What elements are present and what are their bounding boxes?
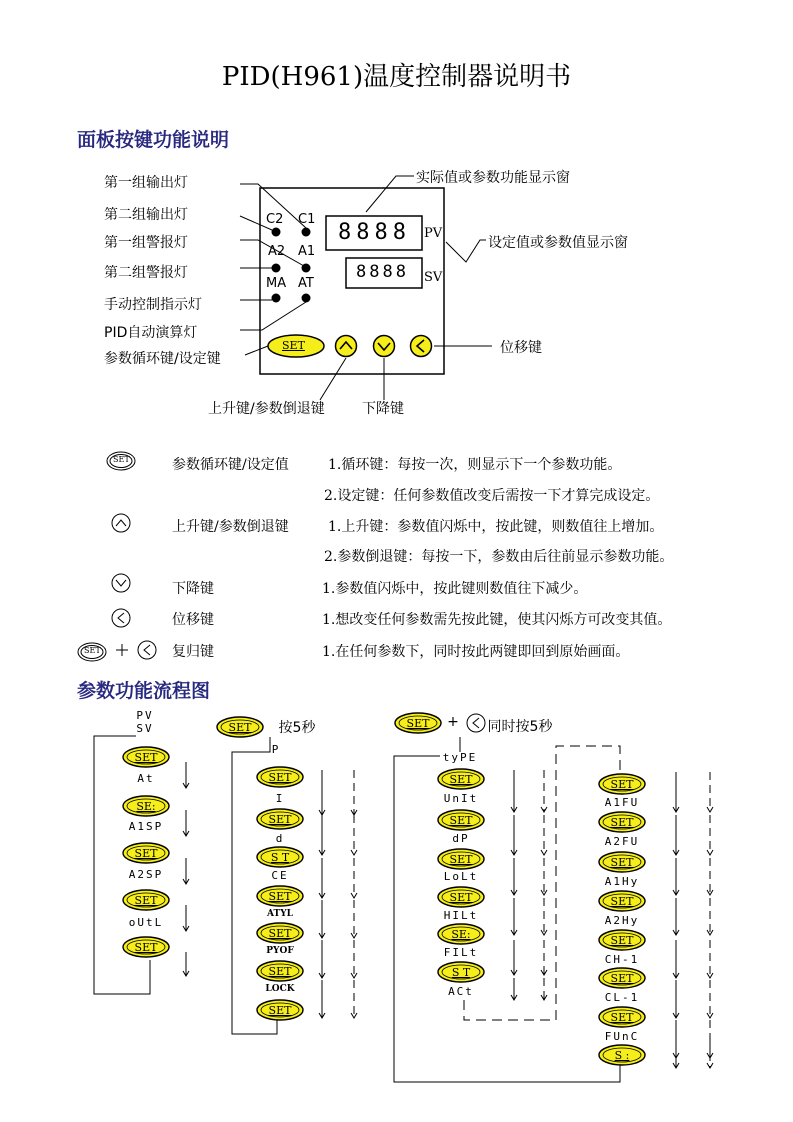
col4-key-3 — [599, 891, 645, 911]
col4-key-6-text: SET — [610, 1011, 634, 1024]
col4-key-7 — [599, 1045, 645, 1065]
col4-label-6: FUnC — [604, 1030, 640, 1043]
label-sv-window: 设定值或参数值显示窗 — [488, 235, 628, 251]
label-manual: 手动控制指示灯 — [104, 297, 202, 313]
col2-key-6 — [257, 1000, 303, 1020]
label-down-key: 下降键 — [362, 401, 404, 417]
col1-key-2-text: SET — [134, 847, 158, 860]
col1-label-1: A1SP — [128, 820, 164, 833]
col4-key-4-text: SET — [610, 934, 634, 947]
legend-desc-left: 1.想改变任何参数需先按此键，使其闪烁方可改变其值。 — [322, 612, 672, 628]
col3-key-4 — [438, 924, 484, 944]
col3-plus: + — [447, 714, 459, 730]
col2-key-5 — [257, 961, 303, 981]
col4-key-1 — [599, 812, 645, 832]
legend-name-set: 参数循环键/设定值 — [172, 457, 289, 473]
col4-key-7-text: S : — [614, 1049, 630, 1062]
col1-label-3: oUtL — [128, 916, 164, 929]
col3-label-1: dP — [452, 832, 470, 845]
col3-header-text: 同时按5秒 — [487, 719, 553, 735]
col1-key-0 — [123, 747, 169, 767]
col2-key-1 — [257, 809, 303, 829]
legend-desc-set-2: 2.设定键：任何参数值改变后需按一下才算完成设定。 — [324, 488, 660, 504]
col1-key-4-text: SET — [134, 941, 158, 954]
col1-key-2 — [123, 843, 169, 863]
col4-key-2-text: SET — [610, 856, 634, 869]
col2-key-1-text: SET — [268, 813, 292, 826]
col4-key-0 — [599, 774, 645, 794]
col1-key-1-text: SE: — [136, 800, 156, 813]
col4-label-3: A2Hy — [604, 914, 640, 927]
col2-label-5: LOCK — [265, 984, 295, 994]
col3-key-2 — [438, 849, 484, 869]
label-pv-window: 实际值或参数功能显示窗 — [416, 170, 570, 186]
led-label-ma: MA — [266, 276, 287, 291]
col1-pv: PV — [136, 709, 154, 722]
col2-header-text: 按5秒 — [278, 720, 316, 736]
col4-key-2 — [599, 852, 645, 872]
col4-key-0-text: SET — [610, 778, 634, 791]
panel-set-key-label[interactable]: SET — [282, 339, 305, 352]
col2-key-0-text: SET — [268, 771, 292, 784]
label-shift-key: 位移键 — [500, 340, 542, 356]
col4-key-4 — [599, 930, 645, 950]
col3-label-0: UnIt — [443, 792, 479, 805]
col1-key-3-text: SET — [134, 894, 158, 907]
col1-key-1 — [123, 796, 169, 816]
col4-key-5 — [599, 968, 645, 988]
col4-label-1: A2FU — [604, 835, 640, 848]
label-alarm1: 第一组警报灯 — [104, 235, 188, 251]
col3-arrowB-1-head — [541, 850, 547, 855]
section-panel-heading: 面板按键功能说明 — [77, 129, 230, 151]
col3-key-0 — [438, 769, 484, 789]
led-label-at: AT — [298, 276, 314, 291]
col4-arrowB-7-head — [707, 1063, 713, 1068]
col4-arrowB-1-head — [707, 850, 713, 855]
col3-key-1-text: SET — [449, 814, 473, 827]
col3-label-3: HILt — [443, 909, 479, 922]
col3-key-5 — [438, 962, 484, 982]
label-alarm2: 第二组警报灯 — [104, 265, 188, 281]
col2-label-2: CE — [271, 869, 289, 882]
legend-name-up: 上升键/参数倒退键 — [172, 519, 289, 535]
pv-digits: 8888 — [338, 220, 411, 245]
legend-set-text: SET — [113, 455, 130, 464]
label-out1: 第一组输出灯 — [104, 175, 188, 191]
label-set-key: 参数循环键/设定键 — [104, 351, 221, 367]
led-label-c2: C2 — [266, 212, 284, 227]
col1-key-4 — [123, 937, 169, 957]
col2-key-5-text: SET — [268, 965, 292, 978]
col1-key-0-text: SET — [134, 751, 158, 764]
col1-key-3 — [123, 890, 169, 910]
led-label-a1: A1 — [298, 244, 316, 259]
legend-combo-set-text: SET — [84, 646, 101, 655]
col4-key-6 — [599, 1007, 645, 1027]
col3-key-1 — [438, 810, 484, 830]
col3-key-2-text: SET — [449, 853, 473, 866]
col4-key-3-text: SET — [610, 895, 634, 908]
col2-label-0: I — [275, 792, 285, 805]
col3-left-key-icon — [467, 714, 485, 732]
col4-label-4: CH-1 — [604, 953, 640, 966]
col3-label-4: FILt — [443, 946, 479, 959]
col3-key-4-text: SE: — [451, 928, 471, 941]
legend-name-combo: 复归键 — [172, 644, 214, 660]
col4-key-1-text: SET — [610, 816, 634, 829]
section-flow-heading: 参数功能流程图 — [77, 680, 211, 702]
legend-desc-down: 1.参数值闪烁中，按此键则数值往下减少。 — [322, 581, 588, 597]
col2-arrowB-2-head — [351, 893, 357, 898]
label-pid-auto: PID自动演算灯 — [104, 325, 198, 341]
col3-label-2: LoLt — [443, 870, 479, 883]
sv-digits: 8888 — [356, 262, 409, 282]
col2-arrowB-1-head — [351, 850, 357, 855]
col1-label-2: A2SP — [128, 868, 164, 881]
label-up-key: 上升键/参数倒退键 — [208, 401, 325, 417]
col3-label-5: ACt — [448, 985, 474, 998]
col3-header-key — [395, 713, 441, 733]
col2-key-2-text: S T — [270, 851, 290, 864]
col2-label-1: d — [275, 832, 285, 845]
sv-label: SV — [424, 270, 443, 285]
col4-label-0: A1FU — [604, 796, 640, 809]
col2-header-key-text: SET — [228, 721, 252, 734]
legend-name-left: 位移键 — [172, 612, 214, 628]
col2-key-0 — [257, 767, 303, 787]
col2-key-6-text: SET — [268, 1004, 292, 1017]
col3-key-0-text: SET — [449, 773, 473, 786]
col2-label-4: PYOF — [266, 946, 294, 956]
col3-key-3 — [438, 887, 484, 907]
led-label-c1: C1 — [298, 212, 316, 227]
col2-header-key — [217, 717, 263, 737]
page-title: PID(H961)温度控制器说明书 — [221, 62, 572, 92]
pv-label: PV — [424, 226, 443, 241]
col1-label-0: At — [137, 772, 155, 785]
col4-label-2: A1Hy — [604, 875, 640, 888]
col2-label-3: ATYL — [267, 909, 293, 919]
col2-key-4 — [257, 923, 303, 943]
col2-key-2 — [257, 847, 303, 867]
led-label-a2: A2 — [268, 244, 286, 259]
col3-header-key-text: SET — [406, 717, 430, 730]
col2-start: P — [271, 743, 281, 756]
col2-key-4-text: SET — [268, 927, 292, 940]
col3-start: tyPE — [442, 751, 478, 764]
legend-desc-set-1: 1.循环键：每按一次，则显示下一个参数功能。 — [328, 457, 622, 473]
legend-desc-combo: 1.在任何参数下，同时按此两键即回到原始画面。 — [322, 644, 630, 660]
label-out2: 第二组输出灯 — [104, 207, 188, 223]
col1-sv: SV — [136, 722, 154, 735]
col3-key-3-text: SET — [449, 891, 473, 904]
col4-key-5-text: SET — [610, 972, 634, 985]
legend-desc-up-1: 1.上升键：参数值闪烁中，按此键，则数值往上增加。 — [328, 519, 664, 535]
col4-label-5: CL-1 — [604, 991, 640, 1004]
col2-key-3-text: SET — [268, 890, 292, 903]
legend-desc-up-2: 2.参数倒退键：每按一下，参数由后往前显示参数功能。 — [324, 549, 674, 565]
col3-key-5-text: S T — [451, 966, 471, 979]
col2-key-3 — [257, 886, 303, 906]
legend-name-down: 下降键 — [172, 581, 214, 597]
col4-arrowB-0-head — [707, 807, 713, 812]
